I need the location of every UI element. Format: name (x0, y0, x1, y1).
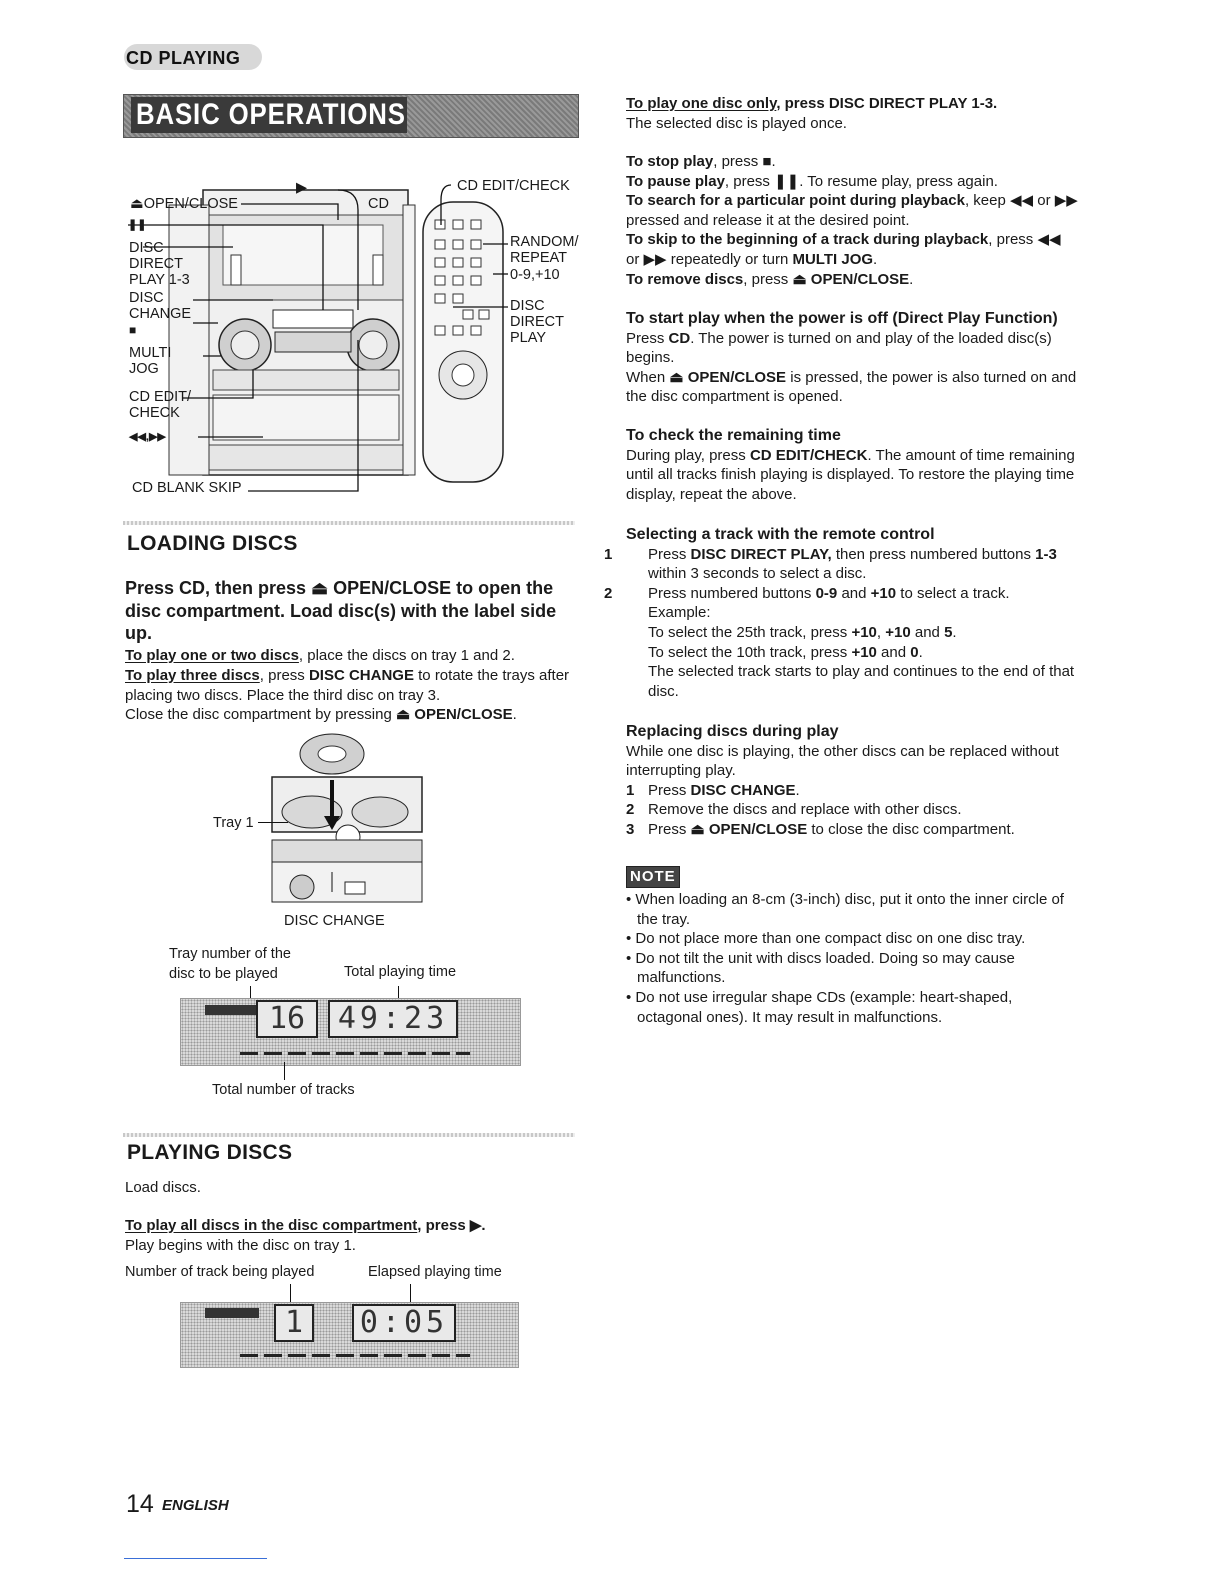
label-disc-direct-play: DISC DIRECT PLAY 1-3 (129, 240, 190, 288)
note-list (626, 890, 1078, 1027)
label-random-repeat: RANDOM/ REPEAT (510, 234, 579, 266)
label-play: ▶ (296, 180, 308, 196)
example-1: To select the 25th track, press +10, +10 and 5. (648, 623, 957, 641)
lcd-tracks: 16 (256, 1000, 318, 1038)
replace-steps (626, 781, 1078, 840)
tray-number-label: Tray number of the disc to be played (169, 946, 291, 982)
page-number: 14 (126, 1490, 154, 1518)
playing-h1: To play all discs in the disc compartment, press ▶. (125, 1217, 486, 1234)
select-track-heading: Selecting a track with the remote control (626, 526, 935, 543)
replace-text: While one disc is playing, the other discs can be replaced without interrupting play. (626, 742, 1059, 780)
remaining-time-heading: To check the remaining time (626, 427, 841, 444)
playing-title: PLAYING DISCS (127, 1141, 293, 1164)
total-tracks-label: Total number of tracks (212, 1082, 355, 1098)
loading-p2: To play three discs, press DISC CHANGE to rotate the trays after placing two discs. Place the third disc on tray 3. (125, 667, 570, 704)
label-stop: ■ (129, 323, 137, 337)
direct-play-block: To start play when the power is off (Direct Play Function) Press CD. The power is turned on and play of the loaded disc(s) begins. When ⏏ OPEN/CLOSE is pressed, the power is also turned on and the disc compartment is opened. (626, 310, 1077, 406)
playing-p2: Play begins with the disc on tray 1. (125, 1237, 356, 1254)
track-played-label: Number of track being played (125, 1264, 315, 1280)
footer-language: ENGLISH (162, 1497, 229, 1514)
remaining-time-block: To check the remaining time During play, press CD EDIT/CHECK. The amount of time remaining until all tracks finish playing is displayed. To restore the playing time display, repeat the above. (626, 426, 1078, 504)
label-cd-edit-check: CD EDIT/ CHECK (129, 389, 192, 421)
lcd-elapsed-time: 0:05 (352, 1304, 456, 1342)
lcd-dash-loading (240, 1052, 470, 1055)
label-multi-jog: MULTI JOG (129, 345, 172, 377)
note-item: • When loading an 8-cm (3-inch) disc, put it onto the inner circle of the tray. (626, 891, 1064, 928)
lcd-total-time: 49:23 (328, 1000, 458, 1038)
label-open-close: ⏏OPEN/CLOSE (130, 196, 238, 212)
label-cd: CD (368, 196, 389, 212)
loading-title: LOADING DISCS (127, 532, 298, 555)
example-label: Example: (648, 604, 711, 622)
lcd-indicator-loading (205, 1005, 259, 1015)
one-disc-text: The selected disc is played once. (626, 115, 847, 132)
select-step-1: 1 Press DISC DIRECT PLAY, then press numbered buttons 1-3 within 3 seconds to select a disc. (604, 545, 1057, 583)
replace-step-1: 1 Press DISC CHANGE. (626, 781, 800, 799)
label-numbers: 0-9,+10 (510, 267, 560, 283)
select-step-2: 2 Press numbered buttons 0-9 and +10 to select a track. (604, 584, 1010, 602)
loading-lead: Press CD, then press ⏏ OPEN/CLOSE to open the disc compartment. Load disc(s) with the label side up. (125, 578, 557, 643)
section-tag-label: CD PLAYING (126, 48, 241, 68)
replace-step-3: 3 Press ⏏ OPEN/CLOSE to close the disc compartment. (626, 820, 1015, 838)
note-item: • Do not place more than one compact disc on one disc tray. (626, 930, 1026, 948)
leader-total-tracks (284, 1062, 285, 1080)
loading-p1: To play one or two discs, place the discs on tray 1 and 2. (125, 647, 515, 664)
loading-p3: Close the disc compartment by pressing ⏏ OPEN/CLOSE. (125, 706, 517, 723)
one-disc-heading: To play one disc only, press DISC DIRECT PLAY 1-3. (626, 95, 998, 112)
playing-rule (123, 1133, 575, 1137)
tray-label: Tray 1 (213, 815, 254, 831)
disc-change-caption: DISC CHANGE (284, 913, 385, 929)
footer-rule (124, 1558, 267, 1559)
label-cd-edit-check-top: CD EDIT/CHECK (457, 178, 570, 194)
select-track-block (604, 525, 1078, 701)
example-3: The selected track starts to play and continues to the end of that disc. (648, 663, 1075, 700)
replace-step-2: 2 Remove the discs and replace with other discs. (626, 801, 962, 819)
loading-rule (123, 521, 575, 525)
note-item: • Do not use irregular shape CDs (example: heart-shaped, octagonal ones). It may result in malfunctions. (626, 988, 1013, 1026)
direct-play-heading: To start play when the power is off (Direct Play Function) (626, 310, 1058, 327)
tray-leader (258, 822, 288, 823)
label-skip: ◀◀,▶▶ (129, 431, 166, 443)
replace-heading: Replacing discs during play (626, 723, 839, 740)
label-remote-disc-direct-play: DISC DIRECT PLAY (510, 298, 564, 346)
lcd-indicator-playing (205, 1308, 259, 1318)
example-2: To select the 10th track, press +10 and 0. (648, 643, 923, 661)
note-tag-label: NOTE (630, 868, 676, 885)
label-cd-blank-skip: CD BLANK SKIP (132, 480, 242, 496)
elapsed-label: Elapsed playing time (368, 1264, 502, 1280)
lcd-track-played: 1 (274, 1304, 314, 1342)
lcd-dash-playing (240, 1354, 470, 1357)
playing-p1: Load discs. (125, 1179, 201, 1196)
select-track-steps (604, 545, 1078, 604)
total-time-label: Total playing time (344, 964, 457, 980)
label-pause: ❚❚ (128, 219, 147, 231)
note-item: • Do not tilt the unit with discs loaded. Doing so may cause malfunctions. (626, 949, 1015, 987)
label-disc-change: DISC CHANGE (129, 290, 192, 322)
replace-block (626, 722, 1078, 840)
controls-block: To stop play, press ■. To pause play, press ❚❚. To resume play, press again. To search for a particular point during playback, keep ◀◀ or ▶▶ pressed and release it at the desired point. To skip to the beginning of a track during playback, press ◀◀ or ▶▶ repeatedly or turn MULTI JOG. To remove discs, press ⏏ OPEN/CLOSE. (626, 153, 1078, 288)
banner-title: BASIC OPERATIONS (136, 98, 406, 131)
